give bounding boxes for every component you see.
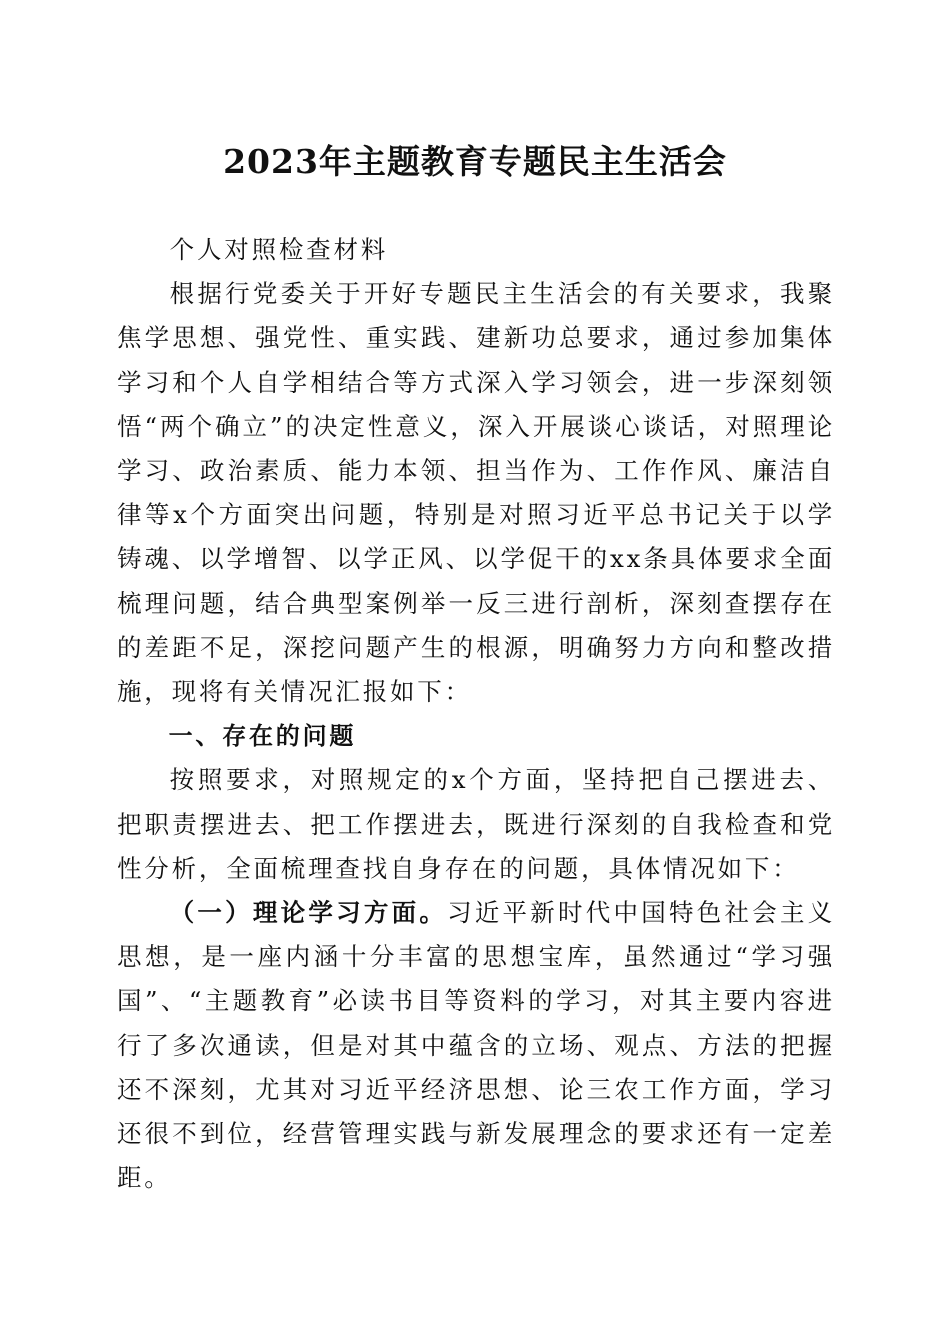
theory-study-paragraph <box>117 891 835 1200</box>
section-intro-paragraph: 按照要求，对照规定的x个方面，坚持把自己摆进去、把职责摆进去、把工作摆进去，既进行深刻的自我检查和党性分析，全面梳理查找自身存在的问题，具体情况如下： <box>117 765 835 883</box>
document-body <box>117 228 835 1200</box>
intro-paragraph: 根据行党委关于开好专题民主生活会的有关要求，我聚焦学思想、强党性、重实践、建新功总要求，通过参加集体学习和个人自学相结合等方式深入学习领会，进一步深刻领悟“两个确立”的决定性意义，深入开展谈心谈话，对照理论学习、政治素质、能力本领、担当作为、工作作风、廉洁自律等x个方面突出问题，特别是对照习近平总书记关于以学铸魂、以学增智、以学正风、以学促干的xx条具体要求全面梳理问题，结合典型案例举一反三进行剖析，深刻查摆存在的差距不足，深挖问题产生的根源，明确努力方向和整改措施，现将有关情况汇报如下： <box>117 279 835 707</box>
document-title: 2023年主题教育专题民主生活会 <box>223 142 727 181</box>
theory-study-lead: （一）理论学习方面。 <box>169 898 448 928</box>
document-subtitle: 个人对照检查材料 <box>169 235 389 264</box>
theory-study-text: 习近平新时代中国特色社会主义思想，是一座内涵十分丰富的思想宝库，虽然通过“学习强国”、“主题教育”必读书目等资料的学习，对其主要内容进行了多次通读，但是对其中蕴含的立场、观点、方法的把握还不深刻，尤其对习近平经济思想、论三农工作方面，学习还很不到位，经营管理实践与新发展理念的要求还有一定差距。 <box>117 898 835 1193</box>
section-heading-problems: 一、存在的问题 <box>168 722 357 751</box>
